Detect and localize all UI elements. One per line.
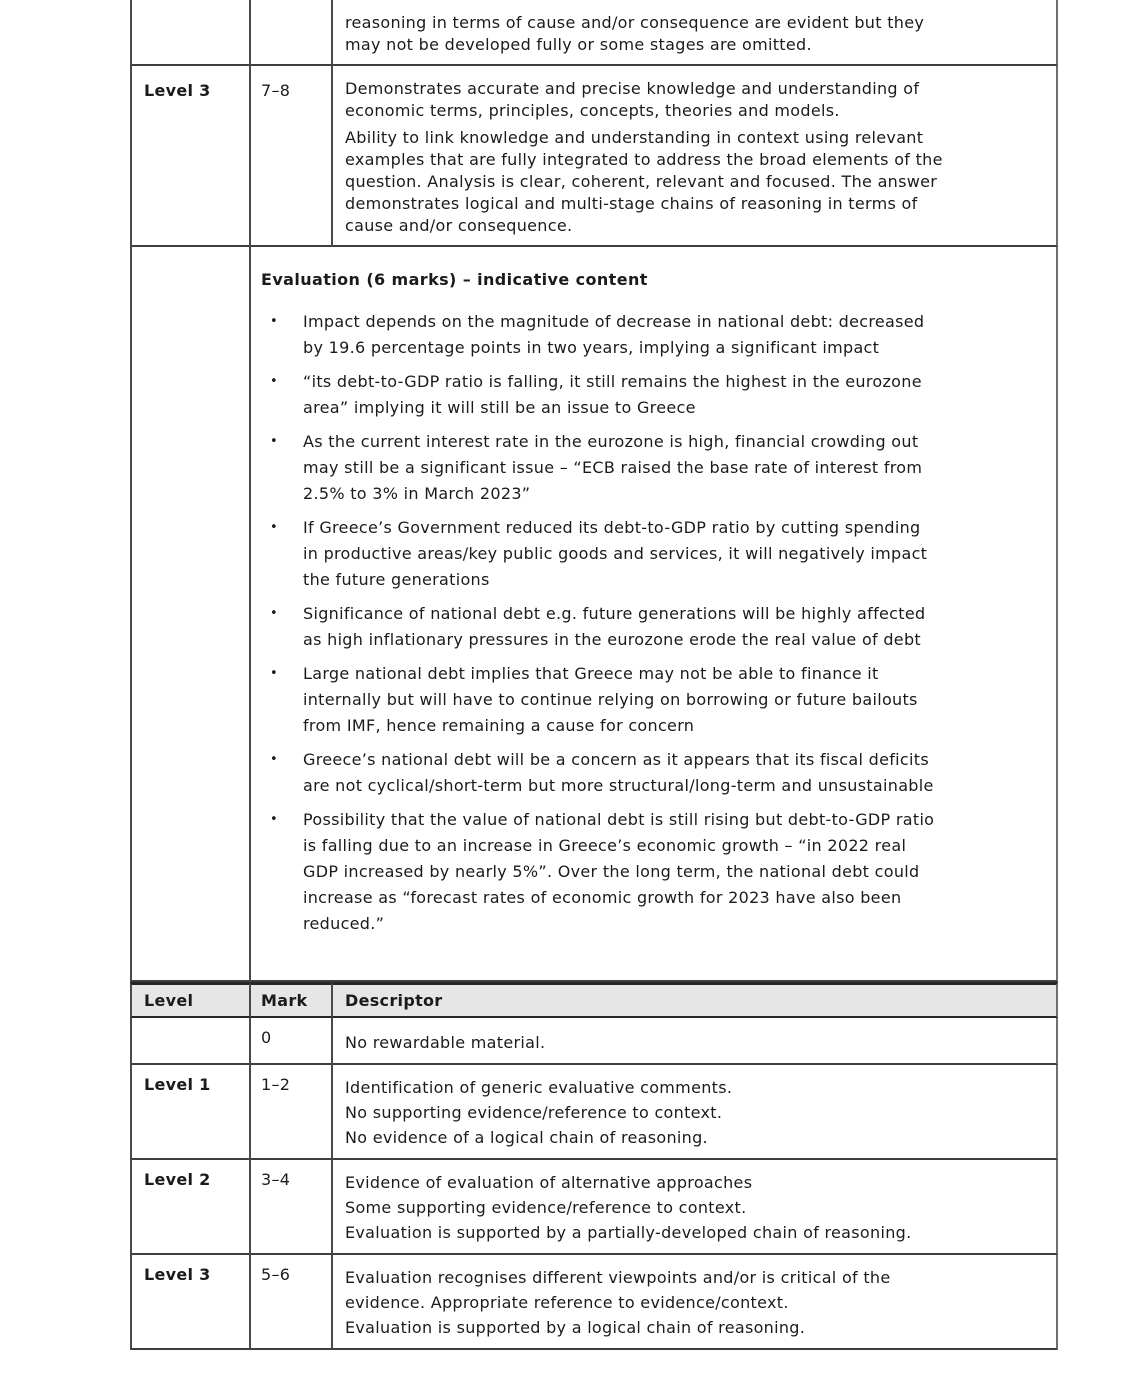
bullet-icon: • xyxy=(270,314,278,329)
bullet-item xyxy=(251,807,1042,937)
level-cell-empty xyxy=(130,0,251,66)
descriptor-paragraph: Ability to link knowledge and understanding in context using relevant examples that are fully integrated to address the broad elements of the question. Analysis is clear, coherent, relevant and focused. The answer demonstrates logical and multi-stage chains of reasoning in terms of cause and/or consequence. xyxy=(345,128,943,235)
bullet-icon: • xyxy=(270,812,278,827)
marks-row-zero xyxy=(130,1018,1058,1065)
header-descriptor: Descriptor xyxy=(333,982,1058,1018)
header-level: Level xyxy=(130,982,251,1018)
evaluation-content-cell xyxy=(251,247,1058,982)
bullet-text: Impact depends on the magnitude of decrease in national debt: decreased by 19.6 percentage points in two years, implying a significant impact xyxy=(303,312,925,357)
descriptor-cell: Evidence of evaluation of alternative approaches Some supporting evidence/reference to context. Evaluation is supported by a partially-developed chain of reasoning. xyxy=(333,1160,1058,1255)
marks-table-header-row xyxy=(130,982,1058,1018)
bullet-icon: • xyxy=(270,606,278,621)
mark-cell: 5–6 xyxy=(251,1255,333,1350)
mark-scheme-table xyxy=(130,0,1058,1350)
bullet-item xyxy=(251,309,1042,361)
bullet-icon: • xyxy=(270,752,278,767)
bullet-item xyxy=(251,369,1042,421)
mark-cell: 7–8 xyxy=(251,66,333,247)
level-cell: Level 2 xyxy=(130,1160,251,1255)
level-cell: Level 3 xyxy=(130,1255,251,1350)
descriptor-paragraph: Demonstrates accurate and precise knowledge and understanding of economic terms, principles, concepts, theories and models. xyxy=(345,79,920,120)
descriptor-cell xyxy=(333,66,1058,247)
bullet-text: Significance of national debt e.g. future generations will be highly affected as high inflationary pressures in the eurozone erode the real value of debt xyxy=(303,604,926,649)
bullet-text: Greece’s national debt will be a concern as it appears that its fiscal deficits are not cyclical/short-term but more structural/long-term and unsustainable xyxy=(303,750,934,795)
marks-row-level1 xyxy=(130,1065,1058,1160)
mark-cell: 0 xyxy=(251,1018,333,1065)
bullet-icon: • xyxy=(270,434,278,449)
level-cell: Level 1 xyxy=(130,1065,251,1160)
marks-row-level3 xyxy=(130,1255,1058,1350)
marks-row-level2 xyxy=(130,1160,1058,1255)
level-cell: Level 3 xyxy=(130,66,251,247)
bullet-text: If Greece’s Government reduced its debt-to-GDP ratio by cutting spending in productive areas/key public goods and services, it will negatively impact the future generations xyxy=(303,518,928,589)
level-cell-empty xyxy=(130,247,251,982)
bullet-item xyxy=(251,429,1042,507)
evaluation-row xyxy=(130,247,1058,982)
evaluation-heading: Evaluation (6 marks) – indicative content xyxy=(261,270,648,289)
bullet-icon: • xyxy=(270,520,278,535)
descriptor-cell: Evaluation recognises different viewpoints and/or is critical of the evidence. Appropriate reference to evidence/context. Evaluation is supported by a logical chain of reasoning. xyxy=(333,1255,1058,1350)
bullet-text: Possibility that the value of national debt is still rising but debt-to-GDP ratio is falling due to an increase in Greece’s economic growth – “in 2022 real GDP increased by nearly 5%”. Over the long term, the national debt could increase as “forecast rates of economic growth for 2023 have also been reduced.” xyxy=(303,810,935,933)
bullet-icon: • xyxy=(270,374,278,389)
bullet-text: “its debt-to-GDP ratio is falling, it still remains the highest in the eurozone area” implying it will still be an issue to Greece xyxy=(303,372,922,417)
bullet-item xyxy=(251,661,1042,739)
level-cell-empty xyxy=(130,1018,251,1065)
mark-cell-empty xyxy=(251,0,333,66)
bullet-text: As the current interest rate in the eurozone is high, financial crowding out may still be a significant issue – “ECB raised the base rate of interest from 2.5% to 3% in March 2023” xyxy=(303,432,923,503)
bullet-item xyxy=(251,601,1042,653)
descriptor-cell: Identification of generic evaluative comments. No supporting evidence/reference to context. No evidence of a logical chain of reasoning. xyxy=(333,1065,1058,1160)
descriptor-cell: No rewardable material. xyxy=(333,1018,1058,1065)
bullet-icon: • xyxy=(270,666,278,681)
descriptor-cell: reasoning in terms of cause and/or consequence are evident but they may not be developed fully or some stages are omitted. xyxy=(333,0,1058,66)
knowledge-level3-row xyxy=(130,66,1058,247)
bullet-item xyxy=(251,515,1042,593)
mark-cell: 3–4 xyxy=(251,1160,333,1255)
bullet-item xyxy=(251,747,1042,799)
bullet-text: Large national debt implies that Greece may not be able to finance it internally but will have to continue relying on borrowing or future bailouts from IMF, hence remaining a cause for concern xyxy=(303,664,918,735)
header-mark: Mark xyxy=(251,982,333,1018)
mark-cell: 1–2 xyxy=(251,1065,333,1160)
knowledge-continuation-row xyxy=(130,0,1058,66)
